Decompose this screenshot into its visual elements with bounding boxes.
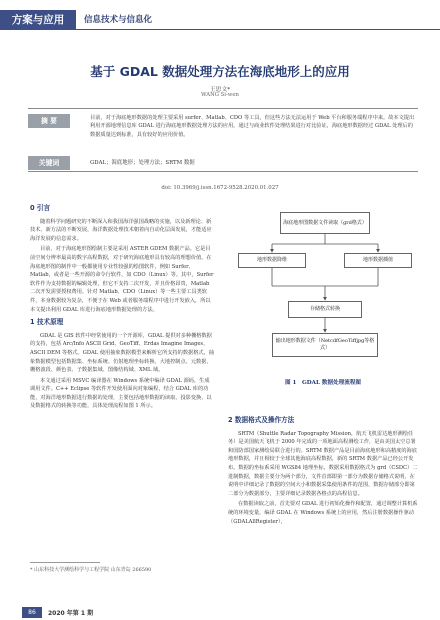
left-column <box>30 200 214 413</box>
section-heading-principle: 1 技术原理 <box>30 318 64 327</box>
journal-header <box>0 0 440 34</box>
flow-box-convert: 存储格式转换 <box>288 301 362 318</box>
figure-caption: 图 1 GDAL 数据处理流程图 <box>284 380 362 386</box>
right-column <box>228 412 418 528</box>
author-affiliation: WANG Si-wen <box>201 92 239 98</box>
body-paragraph: SRTM（Shuttle Radar Topography Mission，航天飞机雷达地形测绘任务）是美国航天飞机于 2000 年完成的一项地面高程测绘工作，是由美国太空总署和国防部国家测绘局联合进行的。SRTM 数据产品是目前海底地形和高精度的海底地形数据，并且相较于全球其他海底高程数据，新的 SRTM 数据产品已经公开发布。数据的坐标系采用 WGS84 地理坐标，数据采用数据格式为 grd（CSDC）二进制数据，数据主要分为两个部分，文件首部即第一部分为数据存储格式说明，在说明中详细记录了数据的空间大小和数据采集使用条件的范围，数据存储部分即第二部分为数据部分，主要详细记录数据各格点的高程信息。 <box>228 430 418 497</box>
author-name: 王思文* <box>209 87 231 93</box>
flowchart-figure <box>232 208 418 368</box>
footnote: * 山东科技大学测绘科学与工程学院 山东青岛 266590 <box>30 567 152 573</box>
abstract-box <box>28 108 418 172</box>
flow-box-reduce: 地形数据降维 <box>238 253 306 268</box>
abstract-text: 目前，对于海底地形数据的处理主要采用 surfer、Matlab、CDO 等工具，但这些方法无法运用于 Web 平台和服务端程序中来。故本文提出利用开源地理信息库 GDAL 进行海底地形数据处理方法的应用。通过与商业软件处理结果进行对比验证，海底地形数据经过 GDAL 处理后的数据质量达到标准，具有较好的应用价值。 <box>90 115 415 138</box>
flow-box-output: 输出地形数据文件（NetcdfGeoTiffjpg等格式） <box>272 333 378 357</box>
journal-subtitle: 信息技术与信息化 <box>84 15 153 25</box>
section-heading-intro: 0 引言 <box>30 204 51 212</box>
body-paragraph: 本文通过采用 MSVC 编译器在 Windows 系统中编译 GDAL 源码，生成调用文件。C++ Eclipse 等软件开发使用面向对象编程，结合 GDAL 库的功能，对海洋地形数据进行数据的处理，主要包括地形数据的读取、投影变换、以及数据格式的转换等功能，具体处理流程如图 1 所示。 <box>30 377 212 410</box>
body-paragraph: GDAL 是 GIS 软件中经常使用的一个开源库，GDAL 提供对多种栅格数据的支持，包括 Arc/Info ASCII Grid、GeoTiff、Erdas Imagine Images、ASCII DEM 等格式。GDAL 使用抽象数据模型来解析它所支持的数据格式，抽象数据模型包括数据集、坐标系统、仿射地理坐标转换、大地控制点、元数据、栅格波段、颜色表、子数据集域、图像结构域、XML 域。 <box>30 332 214 374</box>
header-rule <box>76 29 440 30</box>
page-number: 86 <box>22 607 42 618</box>
abstract-label: 摘 要 <box>28 114 70 128</box>
page-footer <box>0 604 440 620</box>
flow-box-interpolate: 地形数据插值 <box>344 253 412 268</box>
section-tab: 方案与应用 <box>0 10 76 30</box>
flow-box-read: 海底地形图数据文件读取（grd格式） <box>280 212 370 234</box>
doi-line: doi: 10.3969/j.issn.1672-9528.2020.01.027 <box>161 185 279 191</box>
issue-label: 2020 年第 1 期 <box>48 610 94 617</box>
body-paragraph: 目前，对于海底地形图绘制主要是采用 ASTER GDEM 数据产品。它是目前空间分辨率最高的数字高程数据，对于研究海底地形具有较高的理想价值。在海底地形图的制作中一般都使用专业性较强的绘图软件，例如 Surfer、Matlab，或者是一些开源的命令行软件，如 CDO（Linux）等。其中，Surfer 软件作为支持数据的编辑处理，但它不支持二次开发，并且价格昂贵，Matlab 二次开发需要授权费用。针对 Matlab、CDO（Linux）等一些主要工具类软件，本身数据较为复杂，不便于在 Web 或者服务端程序中进行开发嵌入，所以本文提出利用 GDAL 库进行海底地形数据处理的方法。 <box>30 246 214 313</box>
section-heading-data: 2 数据格式及操作方法 <box>228 416 295 424</box>
keywords-text: GDAL；海底地形；处理方法；SRTM 数据 <box>90 160 195 166</box>
article-title: 基于 GDAL 数据处理方法在海底地形上的应用 <box>90 64 350 79</box>
footnote-rule <box>30 562 100 563</box>
body-paragraph: 随着科学问题研究的不断深入和我国海洋强国战略的实施，以及新理论、新技术、新方法的不断发展，海洋数据处理技术朝着向自动化层面发展，才能适应海洋发展的信息需求。 <box>30 218 212 242</box>
keywords-label: 关键词 <box>28 156 70 170</box>
body-paragraph: 在数据读取之前，首先要对 GDAL 进行初始化操作和配置，通过调整计算机系统的环境变量，编译 GDAL 在 Windows 系统上的应用，然后注册数据操作驱动（GDALAllRegister）， <box>228 501 418 525</box>
